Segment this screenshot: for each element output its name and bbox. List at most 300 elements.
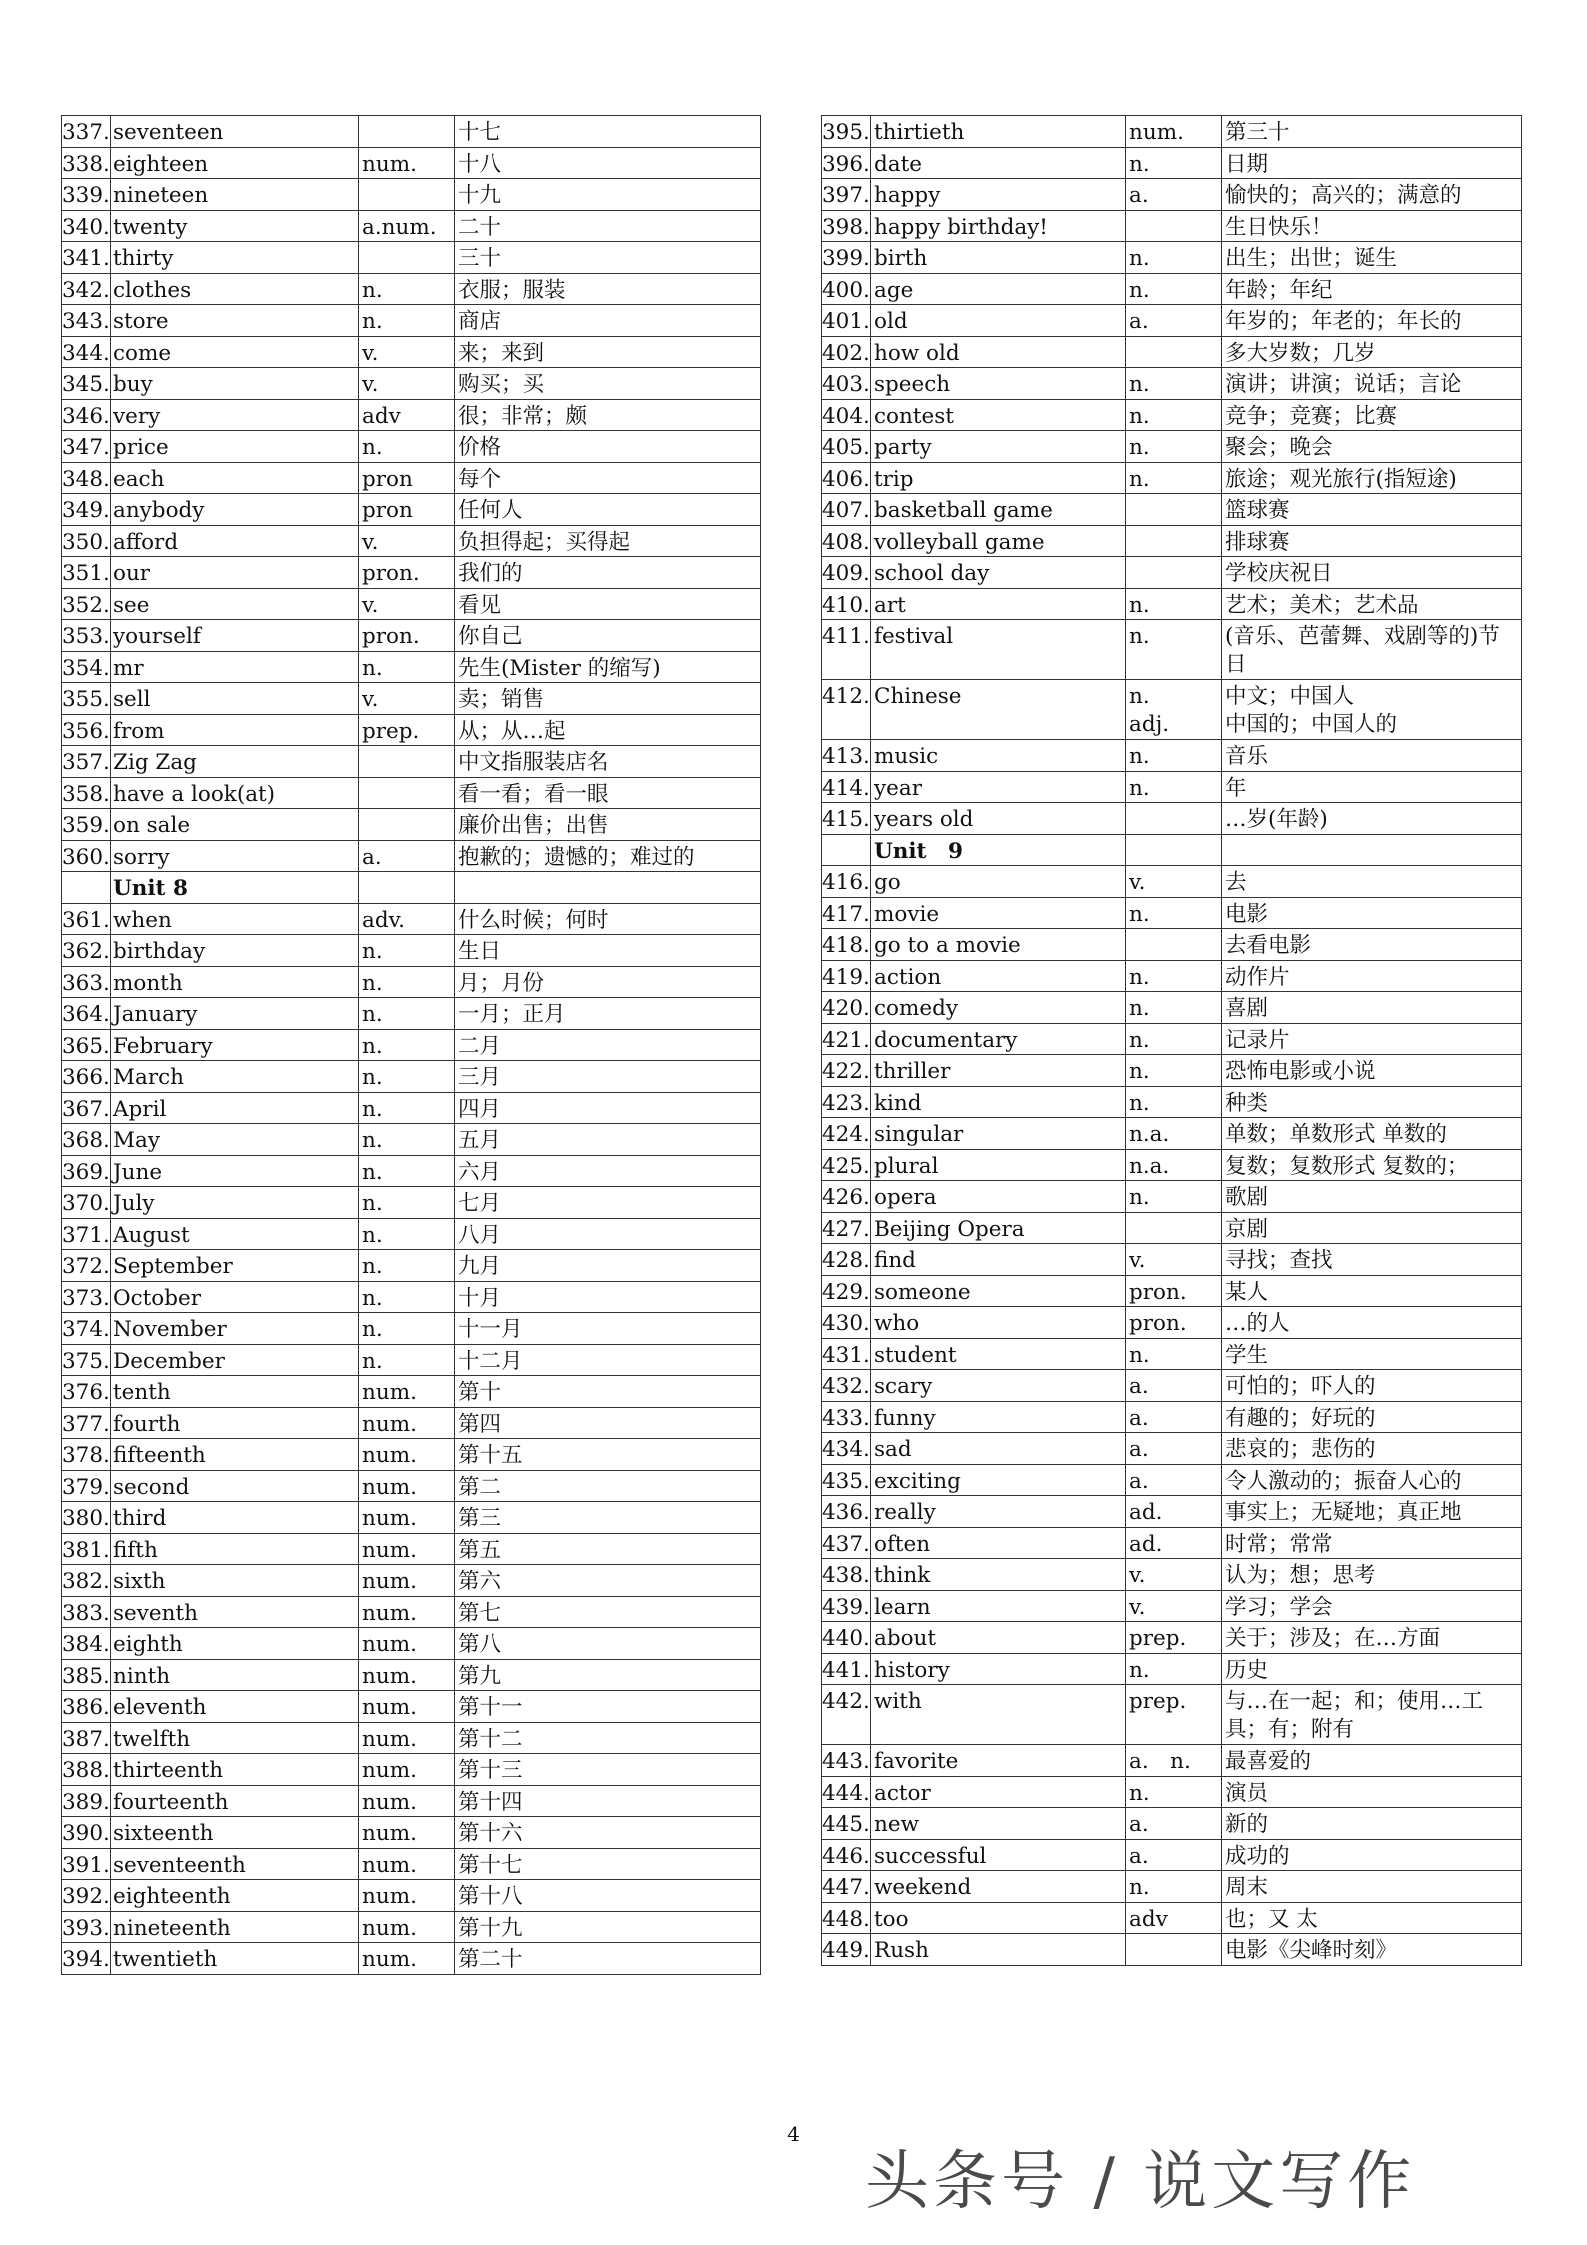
chinese-meaning: 第七	[455, 1596, 761, 1628]
vocab-row	[822, 680, 1522, 740]
entry-number: 405.	[822, 431, 871, 463]
part-of-speech	[1126, 834, 1222, 866]
chinese-meaning: 抱歉的；遗憾的；难过的	[455, 840, 761, 872]
part-of-speech: n.	[359, 1313, 455, 1345]
entry-number: 367.	[62, 1092, 111, 1124]
vocab-row	[62, 1470, 761, 1502]
english-word: Unit 9	[871, 834, 1126, 866]
vocab-row	[822, 929, 1522, 961]
vocab-row	[822, 1839, 1522, 1871]
entry-number: 382.	[62, 1565, 111, 1597]
part-of-speech: prep.	[359, 714, 455, 746]
entry-number: 354.	[62, 651, 111, 683]
entry-number: 394.	[62, 1943, 111, 1975]
entry-number: 445.	[822, 1808, 871, 1840]
english-word: yourself	[111, 620, 359, 652]
english-word: movie	[871, 897, 1126, 929]
vocab-row	[822, 147, 1522, 179]
part-of-speech: pron.	[359, 620, 455, 652]
chinese-meaning: 学生	[1222, 1338, 1522, 1370]
chinese-meaning: 排球赛	[1222, 525, 1522, 557]
english-word: comedy	[871, 992, 1126, 1024]
chinese-meaning: 艺术；美术；艺术品	[1222, 588, 1522, 620]
entry-number: 374.	[62, 1313, 111, 1345]
entry-number: 435.	[822, 1464, 871, 1496]
english-word: sixteenth	[111, 1817, 359, 1849]
chinese-meaning: 第十九	[455, 1911, 761, 1943]
part-of-speech	[1126, 1212, 1222, 1244]
part-of-speech: n.	[1126, 1181, 1222, 1213]
part-of-speech: v.	[359, 588, 455, 620]
entry-number: 362.	[62, 935, 111, 967]
vocab-row	[62, 1628, 761, 1660]
part-of-speech: num.	[359, 1596, 455, 1628]
english-word: ninth	[111, 1659, 359, 1691]
part-of-speech: n.	[359, 966, 455, 998]
part-of-speech	[359, 872, 455, 904]
english-word: Rush	[871, 1934, 1126, 1966]
chinese-meaning: 任何人	[455, 494, 761, 526]
chinese-meaning: 记录片	[1222, 1023, 1522, 1055]
part-of-speech: n.	[359, 998, 455, 1030]
part-of-speech: n.	[1126, 1776, 1222, 1808]
part-of-speech: num.	[359, 1722, 455, 1754]
entry-number: 441.	[822, 1653, 871, 1685]
chinese-meaning: 恐怖电影或小说	[1222, 1055, 1522, 1087]
chinese-meaning: 第六	[455, 1565, 761, 1597]
vocab-row	[62, 1817, 761, 1849]
vocab-row	[62, 494, 761, 526]
part-of-speech: a.num.	[359, 210, 455, 242]
english-word: student	[871, 1338, 1126, 1370]
chinese-meaning: 演员	[1222, 1776, 1522, 1808]
english-word: March	[111, 1061, 359, 1093]
entry-number: 376.	[62, 1376, 111, 1408]
part-of-speech: n.	[1126, 399, 1222, 431]
part-of-speech	[1126, 525, 1222, 557]
chinese-meaning: 成功的	[1222, 1839, 1522, 1871]
part-of-speech: v.	[1126, 1559, 1222, 1591]
part-of-speech: num.	[359, 1628, 455, 1660]
vocab-table-right-body	[822, 116, 1522, 1966]
english-word: funny	[871, 1401, 1126, 1433]
entry-number: 386.	[62, 1691, 111, 1723]
english-word: think	[871, 1559, 1126, 1591]
chinese-meaning: 衣服；服装	[455, 273, 761, 305]
english-word: buy	[111, 368, 359, 400]
vocab-row	[822, 399, 1522, 431]
part-of-speech: n.	[1126, 273, 1222, 305]
part-of-speech: v.	[359, 683, 455, 715]
chinese-meaning: 关于；涉及；在…方面	[1222, 1622, 1522, 1654]
english-word: happy	[871, 179, 1126, 211]
entry-number: 443.	[822, 1745, 871, 1777]
part-of-speech: prep.	[1126, 1685, 1222, 1745]
entry-number: 442.	[822, 1685, 871, 1745]
part-of-speech: n.	[1126, 992, 1222, 1024]
part-of-speech: v.	[1126, 1244, 1222, 1276]
chinese-meaning: 与…在一起；和；使用…工具；有；附有	[1222, 1685, 1522, 1745]
english-word: singular	[871, 1118, 1126, 1150]
vocab-row	[62, 1124, 761, 1156]
entry-number: 420.	[822, 992, 871, 1024]
vocab-row	[822, 1871, 1522, 1903]
english-word: school day	[871, 557, 1126, 589]
chinese-meaning: 出生；出世；诞生	[1222, 242, 1522, 274]
part-of-speech: v.	[359, 368, 455, 400]
vocab-row	[822, 1244, 1522, 1276]
part-of-speech: n.	[359, 273, 455, 305]
vocab-row	[62, 1250, 761, 1282]
vocab-row	[62, 557, 761, 589]
part-of-speech: a.	[1126, 1370, 1222, 1402]
vocab-row	[62, 1785, 761, 1817]
chinese-meaning: 有趣的；好玩的	[1222, 1401, 1522, 1433]
english-word: thriller	[871, 1055, 1126, 1087]
english-word: come	[111, 336, 359, 368]
part-of-speech: pron.	[359, 557, 455, 589]
chinese-meaning: 购买；买	[455, 368, 761, 400]
entry-number: 380.	[62, 1502, 111, 1534]
english-word: thirtieth	[871, 116, 1126, 148]
english-word: music	[871, 740, 1126, 772]
part-of-speech: num.	[359, 1533, 455, 1565]
vocab-row	[822, 1902, 1522, 1934]
vocab-row	[62, 809, 761, 841]
entry-number: 381.	[62, 1533, 111, 1565]
chinese-meaning: 日期	[1222, 147, 1522, 179]
chinese-meaning: 单数；单数形式 单数的	[1222, 1118, 1522, 1150]
vocab-row	[822, 273, 1522, 305]
entry-number: 363.	[62, 966, 111, 998]
chinese-meaning: 从；从…起	[455, 714, 761, 746]
entry-number: 446.	[822, 1839, 871, 1871]
part-of-speech: n.	[1126, 1023, 1222, 1055]
english-word: sorry	[111, 840, 359, 872]
entry-number: 338.	[62, 147, 111, 179]
part-of-speech: adv	[1126, 1902, 1222, 1934]
vocab-row	[62, 746, 761, 778]
english-word: seventeenth	[111, 1848, 359, 1880]
vocab-row	[62, 1565, 761, 1597]
vocab-row	[62, 840, 761, 872]
entry-number: 343.	[62, 305, 111, 337]
english-word: someone	[871, 1275, 1126, 1307]
english-word: afford	[111, 525, 359, 557]
chinese-meaning: 新的	[1222, 1808, 1522, 1840]
chinese-meaning: 中文指服装店名	[455, 746, 761, 778]
entry-number: 422.	[822, 1055, 871, 1087]
vocab-row	[62, 1344, 761, 1376]
english-word: Unit 8	[111, 872, 359, 904]
vocab-row	[822, 1527, 1522, 1559]
vocab-row	[62, 1029, 761, 1061]
part-of-speech: n.	[1126, 431, 1222, 463]
part-of-speech: num.	[359, 1439, 455, 1471]
entry-number: 356.	[62, 714, 111, 746]
vocab-row	[822, 740, 1522, 772]
vocab-row	[822, 620, 1522, 680]
entry-number: 340.	[62, 210, 111, 242]
english-word: eighth	[111, 1628, 359, 1660]
english-word: January	[111, 998, 359, 1030]
english-word: eighteen	[111, 147, 359, 179]
chinese-meaning: 六月	[455, 1155, 761, 1187]
entry-number: 425.	[822, 1149, 871, 1181]
vocab-row	[822, 1685, 1522, 1745]
chinese-meaning: 四月	[455, 1092, 761, 1124]
english-word: nineteen	[111, 179, 359, 211]
entry-number: 365.	[62, 1029, 111, 1061]
page-number: 4	[787, 2122, 800, 2146]
english-word: twenty	[111, 210, 359, 242]
part-of-speech: a.	[359, 840, 455, 872]
english-word: year	[871, 771, 1126, 803]
english-word: go to a movie	[871, 929, 1126, 961]
entry-number: 431.	[822, 1338, 871, 1370]
chinese-meaning: 篮球赛	[1222, 494, 1522, 526]
english-word: scary	[871, 1370, 1126, 1402]
part-of-speech	[1126, 494, 1222, 526]
entry-number: 406.	[822, 462, 871, 494]
entry-number: 378.	[62, 1439, 111, 1471]
part-of-speech: a.	[1126, 1464, 1222, 1496]
english-word: store	[111, 305, 359, 337]
entry-number: 426.	[822, 1181, 871, 1213]
vocab-row	[62, 1218, 761, 1250]
chinese-meaning: 廉价出售；出售	[455, 809, 761, 841]
chinese-meaning: 复数；复数形式 复数的；	[1222, 1149, 1522, 1181]
chinese-meaning	[1222, 834, 1522, 866]
vocab-row	[822, 462, 1522, 494]
english-word: fourteenth	[111, 1785, 359, 1817]
part-of-speech: num.	[359, 1376, 455, 1408]
english-word: trip	[871, 462, 1126, 494]
vocab-table-left	[61, 115, 761, 1975]
vocab-row	[62, 1596, 761, 1628]
english-word: September	[111, 1250, 359, 1282]
entry-number: 399.	[822, 242, 871, 274]
entry-number: 371.	[62, 1218, 111, 1250]
part-of-speech: n.	[359, 1092, 455, 1124]
vocab-row	[822, 1275, 1522, 1307]
english-word: price	[111, 431, 359, 463]
english-word: fourth	[111, 1407, 359, 1439]
part-of-speech: n. adj.	[1126, 680, 1222, 740]
entry-number: 447.	[822, 1871, 871, 1903]
english-word: twentieth	[111, 1943, 359, 1975]
part-of-speech: n.	[359, 1187, 455, 1219]
part-of-speech: v.	[1126, 866, 1222, 898]
entry-number: 411.	[822, 620, 871, 680]
chinese-meaning	[455, 872, 761, 904]
vocab-row	[62, 1439, 761, 1471]
vocab-row	[62, 1281, 761, 1313]
entry-number: 439.	[822, 1590, 871, 1622]
vocab-row	[62, 651, 761, 683]
entry-number: 341.	[62, 242, 111, 274]
vocab-row	[62, 1061, 761, 1093]
vocab-table-right	[821, 115, 1522, 1966]
english-word: new	[871, 1808, 1126, 1840]
vocab-row	[822, 1055, 1522, 1087]
part-of-speech: a.	[1126, 1401, 1222, 1433]
part-of-speech: a.	[1126, 305, 1222, 337]
entry-number: 375.	[62, 1344, 111, 1376]
entry-number: 351.	[62, 557, 111, 589]
vocab-row	[62, 1533, 761, 1565]
entry-number: 415.	[822, 803, 871, 835]
english-word: seventeen	[111, 116, 359, 148]
part-of-speech: ad.	[1126, 1496, 1222, 1528]
english-word: anybody	[111, 494, 359, 526]
entry-number: 440.	[822, 1622, 871, 1654]
entry-number: 438.	[822, 1559, 871, 1591]
vocab-row	[822, 210, 1522, 242]
english-word: plural	[871, 1149, 1126, 1181]
chinese-meaning: (音乐、芭蕾舞、戏剧等的)节日	[1222, 620, 1522, 680]
entry-number: 345.	[62, 368, 111, 400]
chinese-meaning: 电影	[1222, 897, 1522, 929]
part-of-speech: n.	[1126, 368, 1222, 400]
entry-number: 368.	[62, 1124, 111, 1156]
chinese-meaning: 第十六	[455, 1817, 761, 1849]
vocab-row	[822, 1212, 1522, 1244]
vocab-row	[822, 897, 1522, 929]
english-word: very	[111, 399, 359, 431]
english-word: date	[871, 147, 1126, 179]
entry-number: 407.	[822, 494, 871, 526]
part-of-speech: pron.	[1126, 1307, 1222, 1339]
vocab-row	[62, 1659, 761, 1691]
entry-number: 408.	[822, 525, 871, 557]
chinese-meaning: 一月；正月	[455, 998, 761, 1030]
part-of-speech: num.	[359, 147, 455, 179]
part-of-speech: n.	[1126, 242, 1222, 274]
english-word: too	[871, 1902, 1126, 1934]
english-word: documentary	[871, 1023, 1126, 1055]
chinese-meaning: 年龄；年纪	[1222, 273, 1522, 305]
entry-number: 344.	[62, 336, 111, 368]
part-of-speech: num.	[359, 1754, 455, 1786]
entry-number: 364.	[62, 998, 111, 1030]
vocab-row	[62, 116, 761, 148]
chinese-meaning: 第十五	[455, 1439, 761, 1471]
chinese-meaning: 历史	[1222, 1653, 1522, 1685]
part-of-speech: n.	[1126, 1871, 1222, 1903]
vocab-row	[822, 1745, 1522, 1777]
vocab-row	[62, 1943, 761, 1975]
vocab-row	[822, 1559, 1522, 1591]
part-of-speech: pron	[359, 462, 455, 494]
english-word: birthday	[111, 935, 359, 967]
entry-number: 352.	[62, 588, 111, 620]
english-word: see	[111, 588, 359, 620]
vocab-row	[62, 1187, 761, 1219]
vocab-row	[822, 1808, 1522, 1840]
vocab-row	[62, 683, 761, 715]
vocab-row	[822, 1622, 1522, 1654]
chinese-meaning: 寻找；查找	[1222, 1244, 1522, 1276]
vocab-row	[822, 1118, 1522, 1150]
english-word: happy birthday!	[871, 210, 1126, 242]
watermark: 头条号 / 说文写作	[865, 2145, 1416, 2219]
chinese-meaning: 最喜爱的	[1222, 1745, 1522, 1777]
vocab-row	[62, 1722, 761, 1754]
part-of-speech	[359, 179, 455, 211]
part-of-speech	[359, 809, 455, 841]
vocab-row	[822, 494, 1522, 526]
entry-number: 423.	[822, 1086, 871, 1118]
english-word: with	[871, 1685, 1126, 1745]
part-of-speech: n.a.	[1126, 1149, 1222, 1181]
entry-number: 421.	[822, 1023, 871, 1055]
entry-number: 372.	[62, 1250, 111, 1282]
entry-number: 384.	[62, 1628, 111, 1660]
part-of-speech: n.	[359, 1250, 455, 1282]
english-word: history	[871, 1653, 1126, 1685]
english-word: our	[111, 557, 359, 589]
chinese-meaning: 十八	[455, 147, 761, 179]
entry-number: 355.	[62, 683, 111, 715]
vocab-row	[62, 305, 761, 337]
vocab-row	[822, 525, 1522, 557]
part-of-speech: n.	[359, 1218, 455, 1250]
vocab-row	[62, 525, 761, 557]
chinese-meaning: 认为；想；思考	[1222, 1559, 1522, 1591]
entry-number: 369.	[62, 1155, 111, 1187]
entry-number: 397.	[822, 179, 871, 211]
english-word: eleventh	[111, 1691, 359, 1723]
entry-number: 337.	[62, 116, 111, 148]
chinese-meaning: 什么时候；何时	[455, 903, 761, 935]
chinese-meaning: 十七	[455, 116, 761, 148]
vocab-row	[822, 1496, 1522, 1528]
entry-number: 387.	[62, 1722, 111, 1754]
entry-number: 361.	[62, 903, 111, 935]
chinese-meaning: 年岁的；年老的；年长的	[1222, 305, 1522, 337]
entry-number: 350.	[62, 525, 111, 557]
vocab-row	[62, 1754, 761, 1786]
chinese-meaning: 你自己	[455, 620, 761, 652]
vocab-row	[822, 866, 1522, 898]
vocab-row	[822, 1776, 1522, 1808]
vocab-row	[822, 557, 1522, 589]
english-word: art	[871, 588, 1126, 620]
entry-number: 429.	[822, 1275, 871, 1307]
chinese-meaning: 悲哀的；悲伤的	[1222, 1433, 1522, 1465]
vocab-row	[62, 1407, 761, 1439]
english-word: July	[111, 1187, 359, 1219]
vocab-row	[62, 1880, 761, 1912]
chinese-meaning: 十九	[455, 179, 761, 211]
chinese-meaning: 第五	[455, 1533, 761, 1565]
english-word: exciting	[871, 1464, 1126, 1496]
chinese-meaning: …的人	[1222, 1307, 1522, 1339]
part-of-speech: n.	[359, 1281, 455, 1313]
chinese-meaning: 很；非常；颇	[455, 399, 761, 431]
chinese-meaning: 音乐	[1222, 740, 1522, 772]
part-of-speech: n.	[1126, 771, 1222, 803]
english-word: speech	[871, 368, 1126, 400]
chinese-meaning: 先生(Mister 的缩写)	[455, 651, 761, 683]
chinese-meaning: 第十四	[455, 1785, 761, 1817]
english-word: sell	[111, 683, 359, 715]
vocab-row	[62, 1848, 761, 1880]
part-of-speech: prep.	[1126, 1622, 1222, 1654]
vocab-row	[62, 273, 761, 305]
vocab-row	[62, 903, 761, 935]
